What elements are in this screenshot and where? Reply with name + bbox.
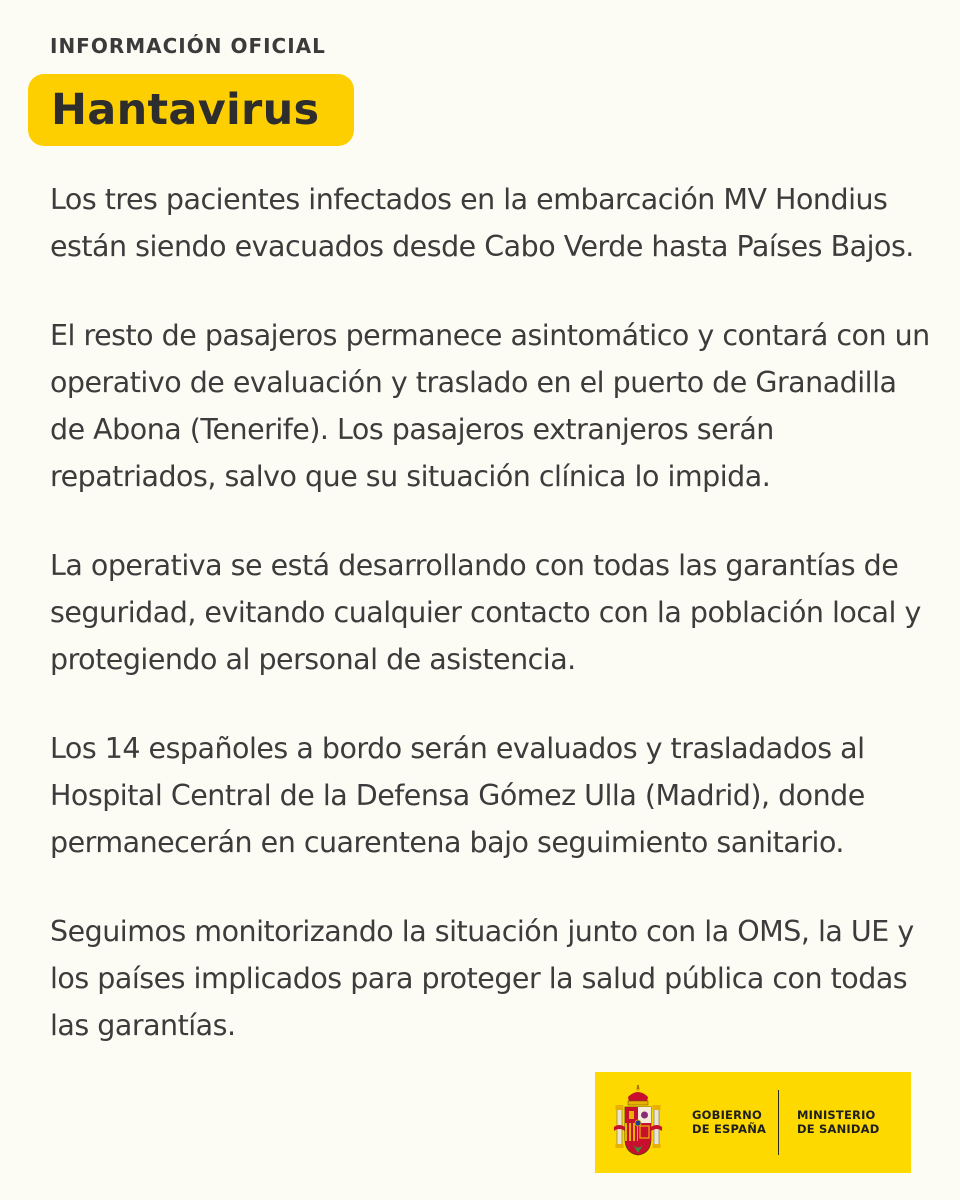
paragraph-monitoring: Seguimos monitorizando la situación junto con la OMS, la UE y los países implicados para proteger la salud pública con todas las garantías. bbox=[50, 915, 914, 1042]
title-badge bbox=[28, 74, 354, 146]
paragraph-spaniards: Los 14 españoles a bordo serán evaluados y trasladados al Hospital Central de la Defensa Gómez Ulla (Madrid), donde permanecerán en cuarentena bajo seguimiento sanitario. bbox=[50, 732, 865, 859]
ministry-name bbox=[797, 1108, 879, 1136]
paragraph-safety: La operativa se está desarrollando con todas las garantías de seguridad, evitando cualquier contacto con la población local y protegiendo al personal de asistencia. bbox=[50, 549, 921, 676]
government-logo bbox=[595, 1072, 911, 1173]
coat-of-arms-of-spain-icon bbox=[613, 1083, 663, 1163]
body-text bbox=[50, 176, 930, 1091]
ministry-line-1: MINISTERIO bbox=[797, 1108, 876, 1122]
government-line-2: DE ESPAÑA bbox=[692, 1122, 767, 1136]
page-title: Hantavirus bbox=[51, 85, 320, 135]
ministry-line-2: DE SANIDAD bbox=[797, 1122, 880, 1136]
paragraph-evacuation: Los tres pacientes infectados en la embarcación MV Hondius están siendo evacuados desde Cabo Verde hasta Países Bajos. bbox=[50, 183, 914, 263]
logo-divider bbox=[778, 1090, 779, 1155]
government-line-1: GOBIERNO bbox=[692, 1108, 762, 1122]
paragraph-passengers: El resto de pasajeros permanece asintomático y contará con un operativo de evaluación y traslado en el puerto de Granadilla de Abona (Tenerife). Los pasajeros extranjeros serán repatriados, salvo que su situación clínica lo impida. bbox=[50, 319, 930, 493]
eyebrow-label: INFORMACIÓN OFICIAL bbox=[50, 34, 326, 58]
government-name bbox=[692, 1108, 766, 1136]
